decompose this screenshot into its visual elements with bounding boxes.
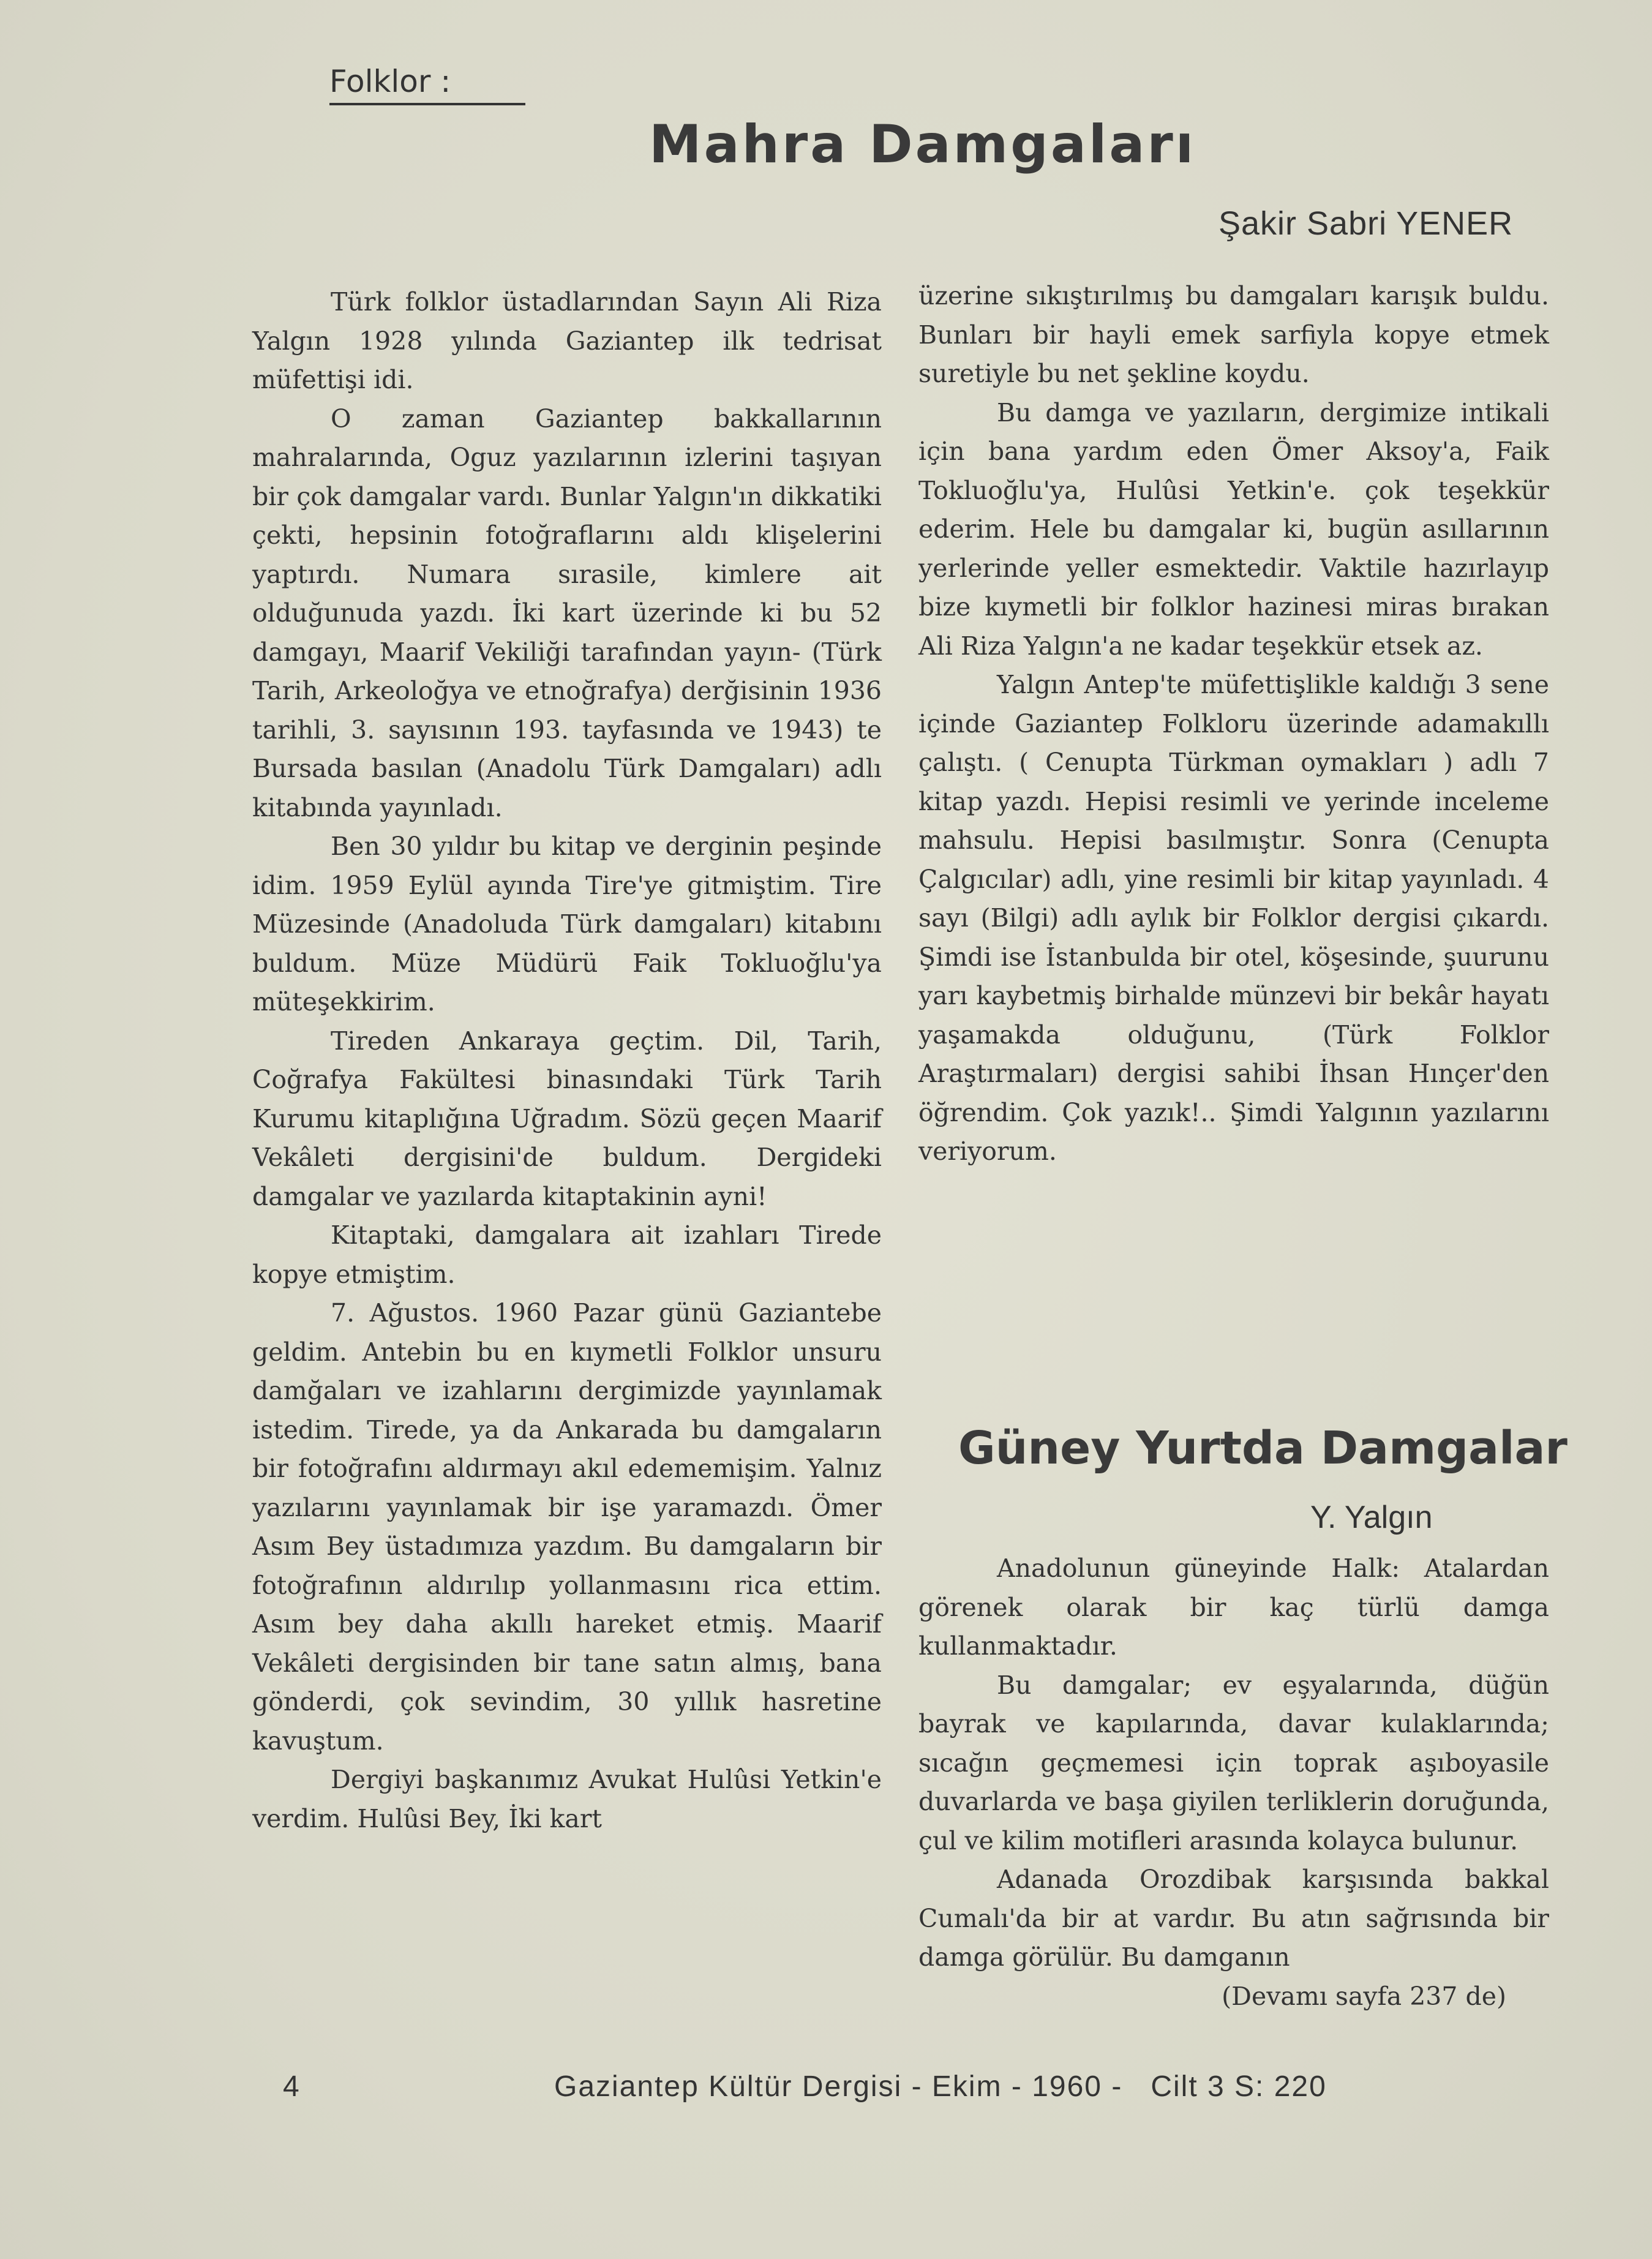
article-author: Şakir Sabri YENER bbox=[1218, 205, 1514, 242]
paragraph: O zaman Gaziantep bakkallarının mahralarında, Oguz yazılarının izlerini taşıyan bir çok damgalar vardı. Bunlar Yalgın'ın dikkatiki çekti, hepsinin fotoğraflarını aldı klişelerini yaptırdı. Numara sırasile, kimlere ait olduğunuda yazdı. İki kart üzerinde ki bu 52 damgayı, Maarif Vekiliği tarafından yayın- (Türk Tarih, Arkeoloğya ve etnoğrafya) derğisinin 1936 tarihli, 3. sayısının 193. tayfasında ve 1943) te Bursada basılan (Anadolu Türk Damgaları) adlı kitabında yayınladı. bbox=[252, 404, 882, 822]
paragraph: Türk folklor üstadlarından Sayın Ali Riza Yalgın 1928 yılında Gaziantep ilk tedrisat müfettişi idi. bbox=[252, 287, 882, 394]
paragraph: Ben 30 yıldır bu kitap ve derginin peşinde idim. 1959 Eylül ayında Tire'ye gitmiştim. Tire Müzesinde (Anadoluda Türk damgaları) kitabını buldum. Müze Müdürü Faik Tokluoğlu'ya müteşekkirim. bbox=[252, 832, 882, 1017]
second-article-author: Y. Yalgın bbox=[1310, 1500, 1433, 1535]
article-title: Mahra Damgaları bbox=[649, 114, 1196, 175]
paragraph: Dergiyi başkanımız Avukat Hulûsi Yetkin'e verdim. Hulûsi Bey, İki kart bbox=[252, 1765, 882, 1833]
paragraph: Adanada Orozdibak karşısında bakkal Cumalı'da bir at vardır. Bu atın sağrısında bir damga görülür. Bu damganın bbox=[918, 1865, 1549, 1972]
publication-info: Gaziantep Kültür Dergisi - Ekim - 1960 - Cilt 3 S: 220 bbox=[554, 2070, 1327, 2103]
right-column bbox=[918, 277, 1549, 1171]
continuation-note: (Devamı sayfa 237 de) bbox=[1222, 1981, 1506, 2011]
section-label: Folklor : bbox=[329, 64, 525, 105]
left-column bbox=[252, 283, 882, 1838]
page-number: 4 bbox=[283, 2070, 299, 2103]
paragraph: Kitaptaki, damgalara ait izahları Tirede kopye etmiştim. bbox=[252, 1220, 882, 1289]
second-article-title: Güney Yurtda Damgalar bbox=[958, 1422, 1568, 1475]
paragraph: Tireden Ankaraya geçtim. Dil, Tarih, Coğrafya Fakültesi binasındaki Türk Tarih Kurumu kitaplığına Uğradım. Sözü geçen Maarif Vekâleti dergisini'de buldum. Dergideki damgalar ve yazılarda kitaptakinin ayni! bbox=[252, 1026, 882, 1211]
paragraph: üzerine sıkıştırılmış bu damgaları karışık buldu. Bunları bir hayli emek sarfiyla kopye etmek suretiyle bu net şekline koydu. bbox=[918, 281, 1549, 388]
paragraph: Bu damga ve yazıların, dergimize intikali için bana yardım eden Ömer Aksoy'a, Faik Tokluoğlu'ya, Hulûsi Yetkin'e. çok teşekkür ederim. Hele bu damgalar ki, bugün asıllarının yerlerinde yeller esmektedir. Vaktile hazırlayıp bize kıymetli bir folklor hazinesi miras bırakan Ali Riza Yalgın'a ne kadar teşekkür etsek az. bbox=[918, 397, 1549, 661]
paragraph: 7. Ağustos. 1960 Pazar günü Gaziantebe geldim. Antebin bu en kıymetli Folklor unsuru damğaları ve izahlarını dergimizde yayınlamak istedim. Tirede, ya da Ankarada bu damgaların bir fotoğrafını aldırmayı akıl edememişim. Yalnız yazılarını yayınlamak bir işe yaramazdı. Ömer Asım Bey üstadımıza yazdım. Bu damgaların bir fotoğrafının aldırılıp yollanmasını rica ettim. Asım bey daha akıllı hareket etmiş. Maarif Vekâleti dergisinden bir tane satın almış, bana gönderdi, çok sevindim, 30 yıllık hasretine kavuştum. bbox=[252, 1298, 882, 1756]
second-article-body bbox=[918, 1549, 1549, 2016]
paragraph: Yalgın Antep'te müfettişlikle kaldığı 3 sene içinde Gaziantep Folkloru üzerinde adamakıllı çalıştı. ( Cenupta Türkman oymakları ) adlı 7 kitap yazdı. Hepisi resimli ve yerinde inceleme mahsulu. Hepisi basılmıştır. Sonra (Cenupta Çalgıcılar) adlı, yine resimli bir kitap yayınladı. 4 sayı (Bilgi) adlı aylık bir Folklor dergisi çıkardı. Şimdi ise İstanbulda bir otel, köşesinde, şuurunu yarı kaybetmiş birhalde münzevi bir bekâr hayatı yaşamakda olduğunu, (Türk Folklor Araştırmaları) dergisi sahibi İhsan Hınçer'den öğrendim. Çok yazık!.. Şimdi Yalgının yazılarını veriyorum. bbox=[918, 670, 1549, 1166]
paragraph: Bu damgalar; ev eşyalarında, düğün bayrak ve kapılarında, davar kulaklarında; sıcağın geçmemesi için toprak aşıboyasile duvarlarda ve başa giyilen terliklerin doruğunda, çul ve kilim motifleri arasında kolayca bulunur. bbox=[918, 1670, 1549, 1855]
paragraph: Anadolunun güneyinde Halk: Atalardan görenek olarak bir kaç türlü damga kullanmaktadır. bbox=[918, 1554, 1549, 1661]
